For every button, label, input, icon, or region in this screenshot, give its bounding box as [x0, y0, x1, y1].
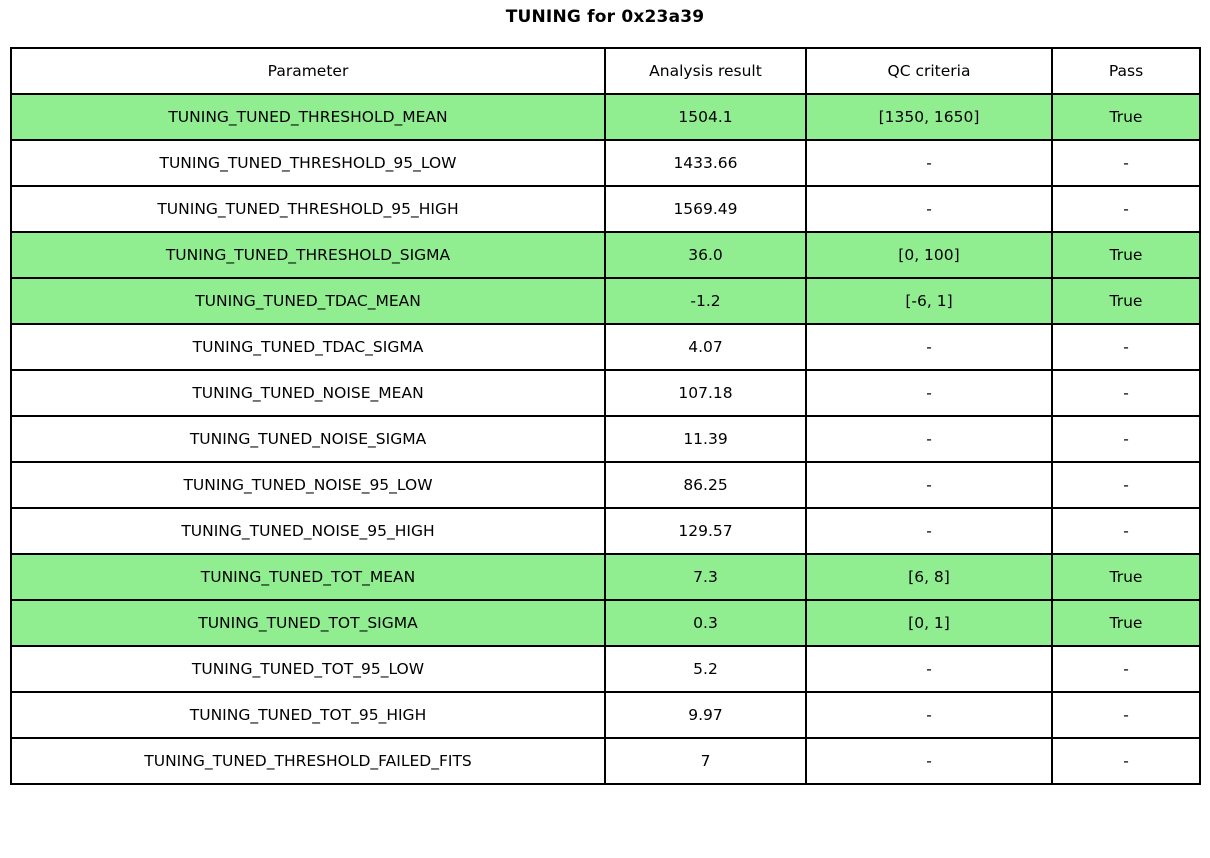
cell-pass: - — [1052, 508, 1200, 554]
table-row — [11, 278, 1200, 324]
cell-parameter: TUNING_TUNED_THRESHOLD_SIGMA — [11, 232, 605, 278]
table-row — [11, 416, 1200, 462]
cell-pass: - — [1052, 140, 1200, 186]
table-row — [11, 692, 1200, 738]
table-row — [11, 94, 1200, 140]
cell-qc-criteria: - — [806, 416, 1052, 462]
table-row — [11, 462, 1200, 508]
cell-analysis-result: 86.25 — [605, 462, 806, 508]
cell-pass: True — [1052, 278, 1200, 324]
cell-parameter: TUNING_TUNED_TOT_MEAN — [11, 554, 605, 600]
cell-parameter: TUNING_TUNED_TOT_SIGMA — [11, 600, 605, 646]
cell-analysis-result: 1504.1 — [605, 94, 806, 140]
cell-analysis-result: 129.57 — [605, 508, 806, 554]
cell-parameter: TUNING_TUNED_NOISE_95_HIGH — [11, 508, 605, 554]
qc-table — [10, 47, 1201, 785]
cell-pass: - — [1052, 692, 1200, 738]
cell-pass: - — [1052, 370, 1200, 416]
cell-parameter: TUNING_TUNED_NOISE_SIGMA — [11, 416, 605, 462]
cell-analysis-result: 1433.66 — [605, 140, 806, 186]
table-row — [11, 508, 1200, 554]
cell-parameter: TUNING_TUNED_TOT_95_LOW — [11, 646, 605, 692]
cell-qc-criteria: [0, 1] — [806, 600, 1052, 646]
cell-pass: True — [1052, 232, 1200, 278]
cell-pass: - — [1052, 738, 1200, 784]
cell-analysis-result: 5.2 — [605, 646, 806, 692]
cell-pass: - — [1052, 646, 1200, 692]
cell-pass: - — [1052, 462, 1200, 508]
cell-analysis-result: 107.18 — [605, 370, 806, 416]
cell-qc-criteria: - — [806, 186, 1052, 232]
cell-pass: - — [1052, 324, 1200, 370]
table-row — [11, 554, 1200, 600]
cell-qc-criteria: - — [806, 738, 1052, 784]
figure-title: TUNING for 0x23a39 — [505, 7, 705, 27]
cell-analysis-result: 36.0 — [605, 232, 806, 278]
cell-analysis-result: 11.39 — [605, 416, 806, 462]
header-row — [11, 48, 1200, 94]
cell-analysis-result: 9.97 — [605, 692, 806, 738]
table-row — [11, 600, 1200, 646]
col-header-pass: Pass — [1052, 48, 1200, 94]
cell-qc-criteria: [1350, 1650] — [806, 94, 1052, 140]
cell-qc-criteria: [0, 100] — [806, 232, 1052, 278]
col-header-parameter: Parameter — [11, 48, 605, 94]
table-row — [11, 646, 1200, 692]
cell-pass: True — [1052, 600, 1200, 646]
cell-analysis-result: 4.07 — [605, 324, 806, 370]
cell-qc-criteria: [-6, 1] — [806, 278, 1052, 324]
cell-qc-criteria: - — [806, 324, 1052, 370]
cell-qc-criteria: - — [806, 692, 1052, 738]
table-row — [11, 738, 1200, 784]
cell-qc-criteria: [6, 8] — [806, 554, 1052, 600]
cell-pass: True — [1052, 554, 1200, 600]
cell-qc-criteria: - — [806, 140, 1052, 186]
cell-qc-criteria: - — [806, 508, 1052, 554]
cell-analysis-result: 1569.49 — [605, 186, 806, 232]
cell-analysis-result: 7 — [605, 738, 806, 784]
cell-parameter: TUNING_TUNED_TOT_95_HIGH — [11, 692, 605, 738]
cell-qc-criteria: - — [806, 646, 1052, 692]
cell-analysis-result: -1.2 — [605, 278, 806, 324]
cell-parameter: TUNING_TUNED_THRESHOLD_FAILED_FITS — [11, 738, 605, 784]
table-row — [11, 324, 1200, 370]
cell-parameter: TUNING_TUNED_THRESHOLD_95_HIGH — [11, 186, 605, 232]
cell-parameter: TUNING_TUNED_THRESHOLD_95_LOW — [11, 140, 605, 186]
cell-parameter: TUNING_TUNED_NOISE_95_LOW — [11, 462, 605, 508]
cell-parameter: TUNING_TUNED_NOISE_MEAN — [11, 370, 605, 416]
table-row — [11, 140, 1200, 186]
cell-pass: True — [1052, 94, 1200, 140]
cell-parameter: TUNING_TUNED_TDAC_SIGMA — [11, 324, 605, 370]
table-row — [11, 232, 1200, 278]
cell-pass: - — [1052, 186, 1200, 232]
col-header-analysis-result: Analysis result — [605, 48, 806, 94]
cell-analysis-result: 0.3 — [605, 600, 806, 646]
table-row — [11, 370, 1200, 416]
table-row — [11, 186, 1200, 232]
cell-qc-criteria: - — [806, 462, 1052, 508]
cell-pass: - — [1052, 416, 1200, 462]
cell-qc-criteria: - — [806, 370, 1052, 416]
cell-parameter: TUNING_TUNED_TDAC_MEAN — [11, 278, 605, 324]
cell-parameter: TUNING_TUNED_THRESHOLD_MEAN — [11, 94, 605, 140]
col-header-qc-criteria: QC criteria — [806, 48, 1052, 94]
cell-analysis-result: 7.3 — [605, 554, 806, 600]
